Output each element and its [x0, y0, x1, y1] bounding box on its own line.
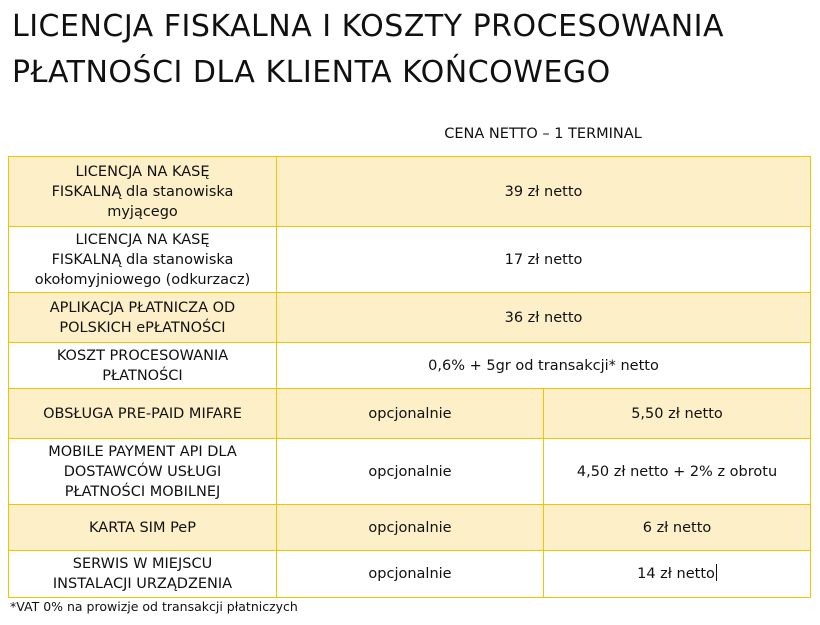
row-price: 14 zł netto [637, 566, 715, 582]
row-price: 36 zł netto [277, 293, 811, 343]
row-option: opcjonalnie [277, 551, 544, 598]
price-table [8, 156, 811, 598]
footnote: *VAT 0% na prowizje od transakcji płatniczych [10, 599, 298, 614]
text-cursor [716, 564, 717, 581]
table-row [9, 157, 811, 227]
page-title-line-2: PŁATNOŚCI DLA KLIENTA KOŃCOWEGO [12, 55, 611, 90]
row-price-editable[interactable] [544, 551, 811, 598]
row-label: APLIKACJA PŁATNICZA OD POLSKICH ePŁATNOŚCI [9, 293, 277, 343]
row-price: 6 zł netto [544, 505, 811, 551]
row-label: LICENCJA NA KASĘ FISKALNĄ dla stanowiska okołomyjniowego (odkurzacz) [9, 227, 277, 293]
row-label: SERWIS W MIEJSCU INSTALACJI URZĄDZENIA [9, 551, 277, 598]
row-price: 4,50 zł netto + 2% z obrotu [544, 439, 811, 505]
table-row [9, 389, 811, 439]
page-title-line-1: LICENCJA FISKALNA I KOSZTY PROCESOWANIA [12, 9, 725, 44]
row-price: 17 zł netto [277, 227, 811, 293]
row-option: opcjonalnie [277, 439, 544, 505]
row-label: LICENCJA NA KASĘ FISKALNĄ dla stanowiska myjącego [9, 157, 277, 227]
table-row [9, 439, 811, 505]
row-price: 5,50 zł netto [544, 389, 811, 439]
row-label: OBSŁUGA PRE-PAID MIFARE [9, 389, 277, 439]
row-price: 39 zł netto [277, 157, 811, 227]
row-option: opcjonalnie [277, 505, 544, 551]
row-label: KOSZT PROCESOWANIA PŁATNOŚCI [9, 343, 277, 389]
price-column-header: CENA NETTO – 1 TERMINAL [444, 126, 642, 142]
row-label: KARTA SIM PeP [9, 505, 277, 551]
table-row [9, 293, 811, 343]
table-row [9, 505, 811, 551]
row-price: 0,6% + 5gr od transakcji* netto [277, 343, 811, 389]
row-option: opcjonalnie [277, 389, 544, 439]
table-row [9, 227, 811, 293]
row-label: MOBILE PAYMENT API DLA DOSTAWCÓW USŁUGI PŁATNOŚCI MOBILNEJ [9, 439, 277, 505]
table-row [9, 343, 811, 389]
table-row [9, 551, 811, 598]
page-title [12, 4, 812, 96]
